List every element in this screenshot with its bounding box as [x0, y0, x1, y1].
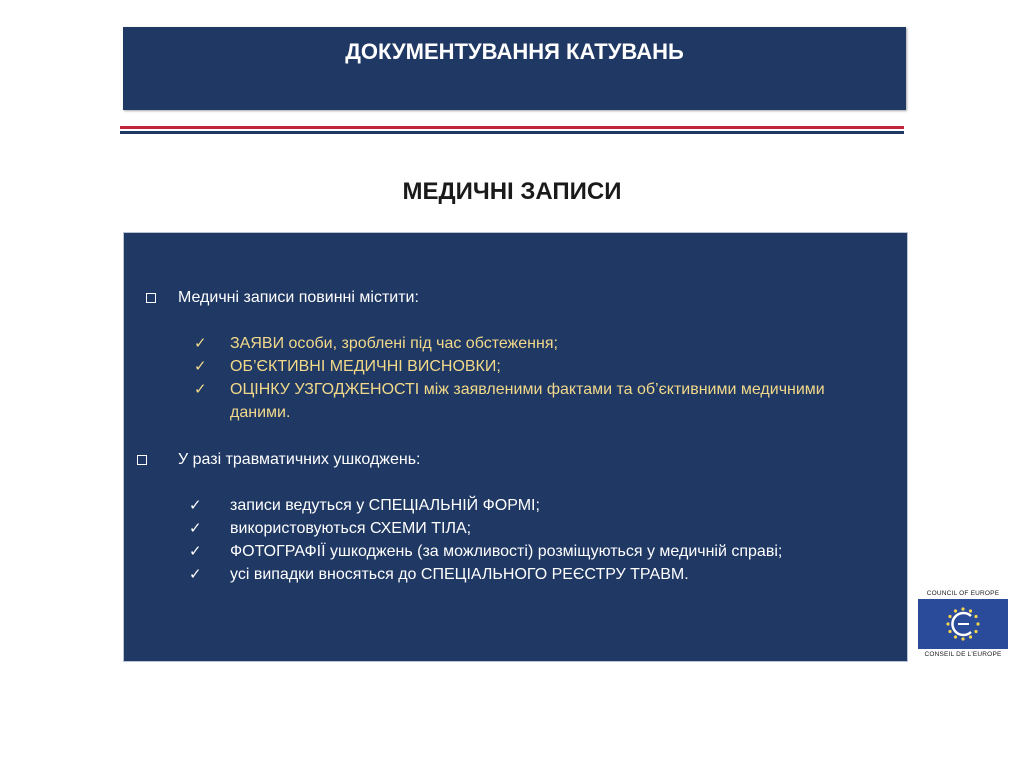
block1-item-consistency-cont: даними. [230, 404, 291, 421]
block1-heading: Медичні записи повинні містити: [178, 289, 419, 306]
square-checkbox-icon [146, 293, 156, 303]
block1-item-consistency: ОЦІНКУ УЗГОДЖЕНОСТІ між заявленими фактами та об’єктивними медичними [230, 381, 825, 398]
logo-bottom-text: CONSEIL DE L'EUROPE [924, 651, 1002, 658]
block1-item-statements: ЗАЯВИ особи, зроблені під час обстеження; [230, 335, 558, 352]
block2-item-registry: усі випадки вносяться до СПЕЦІАЛЬНОГО РЕЄСТРУ ТРАВМ. [230, 566, 689, 583]
section-title: МЕДИЧНІ ЗАПИСИ [402, 178, 622, 205]
title-banner [123, 27, 906, 110]
square-checkbox-icon [137, 455, 147, 465]
divider-blue [120, 131, 904, 134]
checkmark-icon: ✓ [194, 381, 207, 398]
council-of-europe-logo [915, 590, 1011, 660]
block2-item-body-charts: використовуються СХЕМИ ТІЛА; [230, 520, 472, 537]
block2-item-form: записи ведуться у СПЕЦІАЛЬНІЙ ФОРМІ; [230, 497, 540, 514]
slide-title: ДОКУМЕНТУВАННЯ КАТУВАНЬ [345, 39, 684, 64]
checkmark-icon: ✓ [189, 520, 202, 537]
europe-stars-icon [918, 599, 1008, 649]
block2-heading: У разі травматичних ушкоджень: [178, 451, 421, 468]
content-panel [123, 232, 908, 662]
block2-item-photos: ФОТОГРАФІЇ ушкоджень (за можливості) розміщуються у медичній справі; [230, 543, 783, 560]
checkmark-icon: ✓ [189, 543, 202, 560]
logo-top-text: COUNCIL OF EUROPE [926, 590, 1000, 597]
checkmark-icon: ✓ [189, 497, 202, 514]
block1-item-findings: ОБ’ЄКТИВНІ МЕДИЧНІ ВИСНОВКИ; [230, 358, 501, 375]
checkmark-icon: ✓ [189, 566, 202, 583]
divider-red [120, 126, 904, 129]
checkmark-icon: ✓ [194, 358, 207, 375]
checkmark-icon: ✓ [194, 335, 207, 352]
